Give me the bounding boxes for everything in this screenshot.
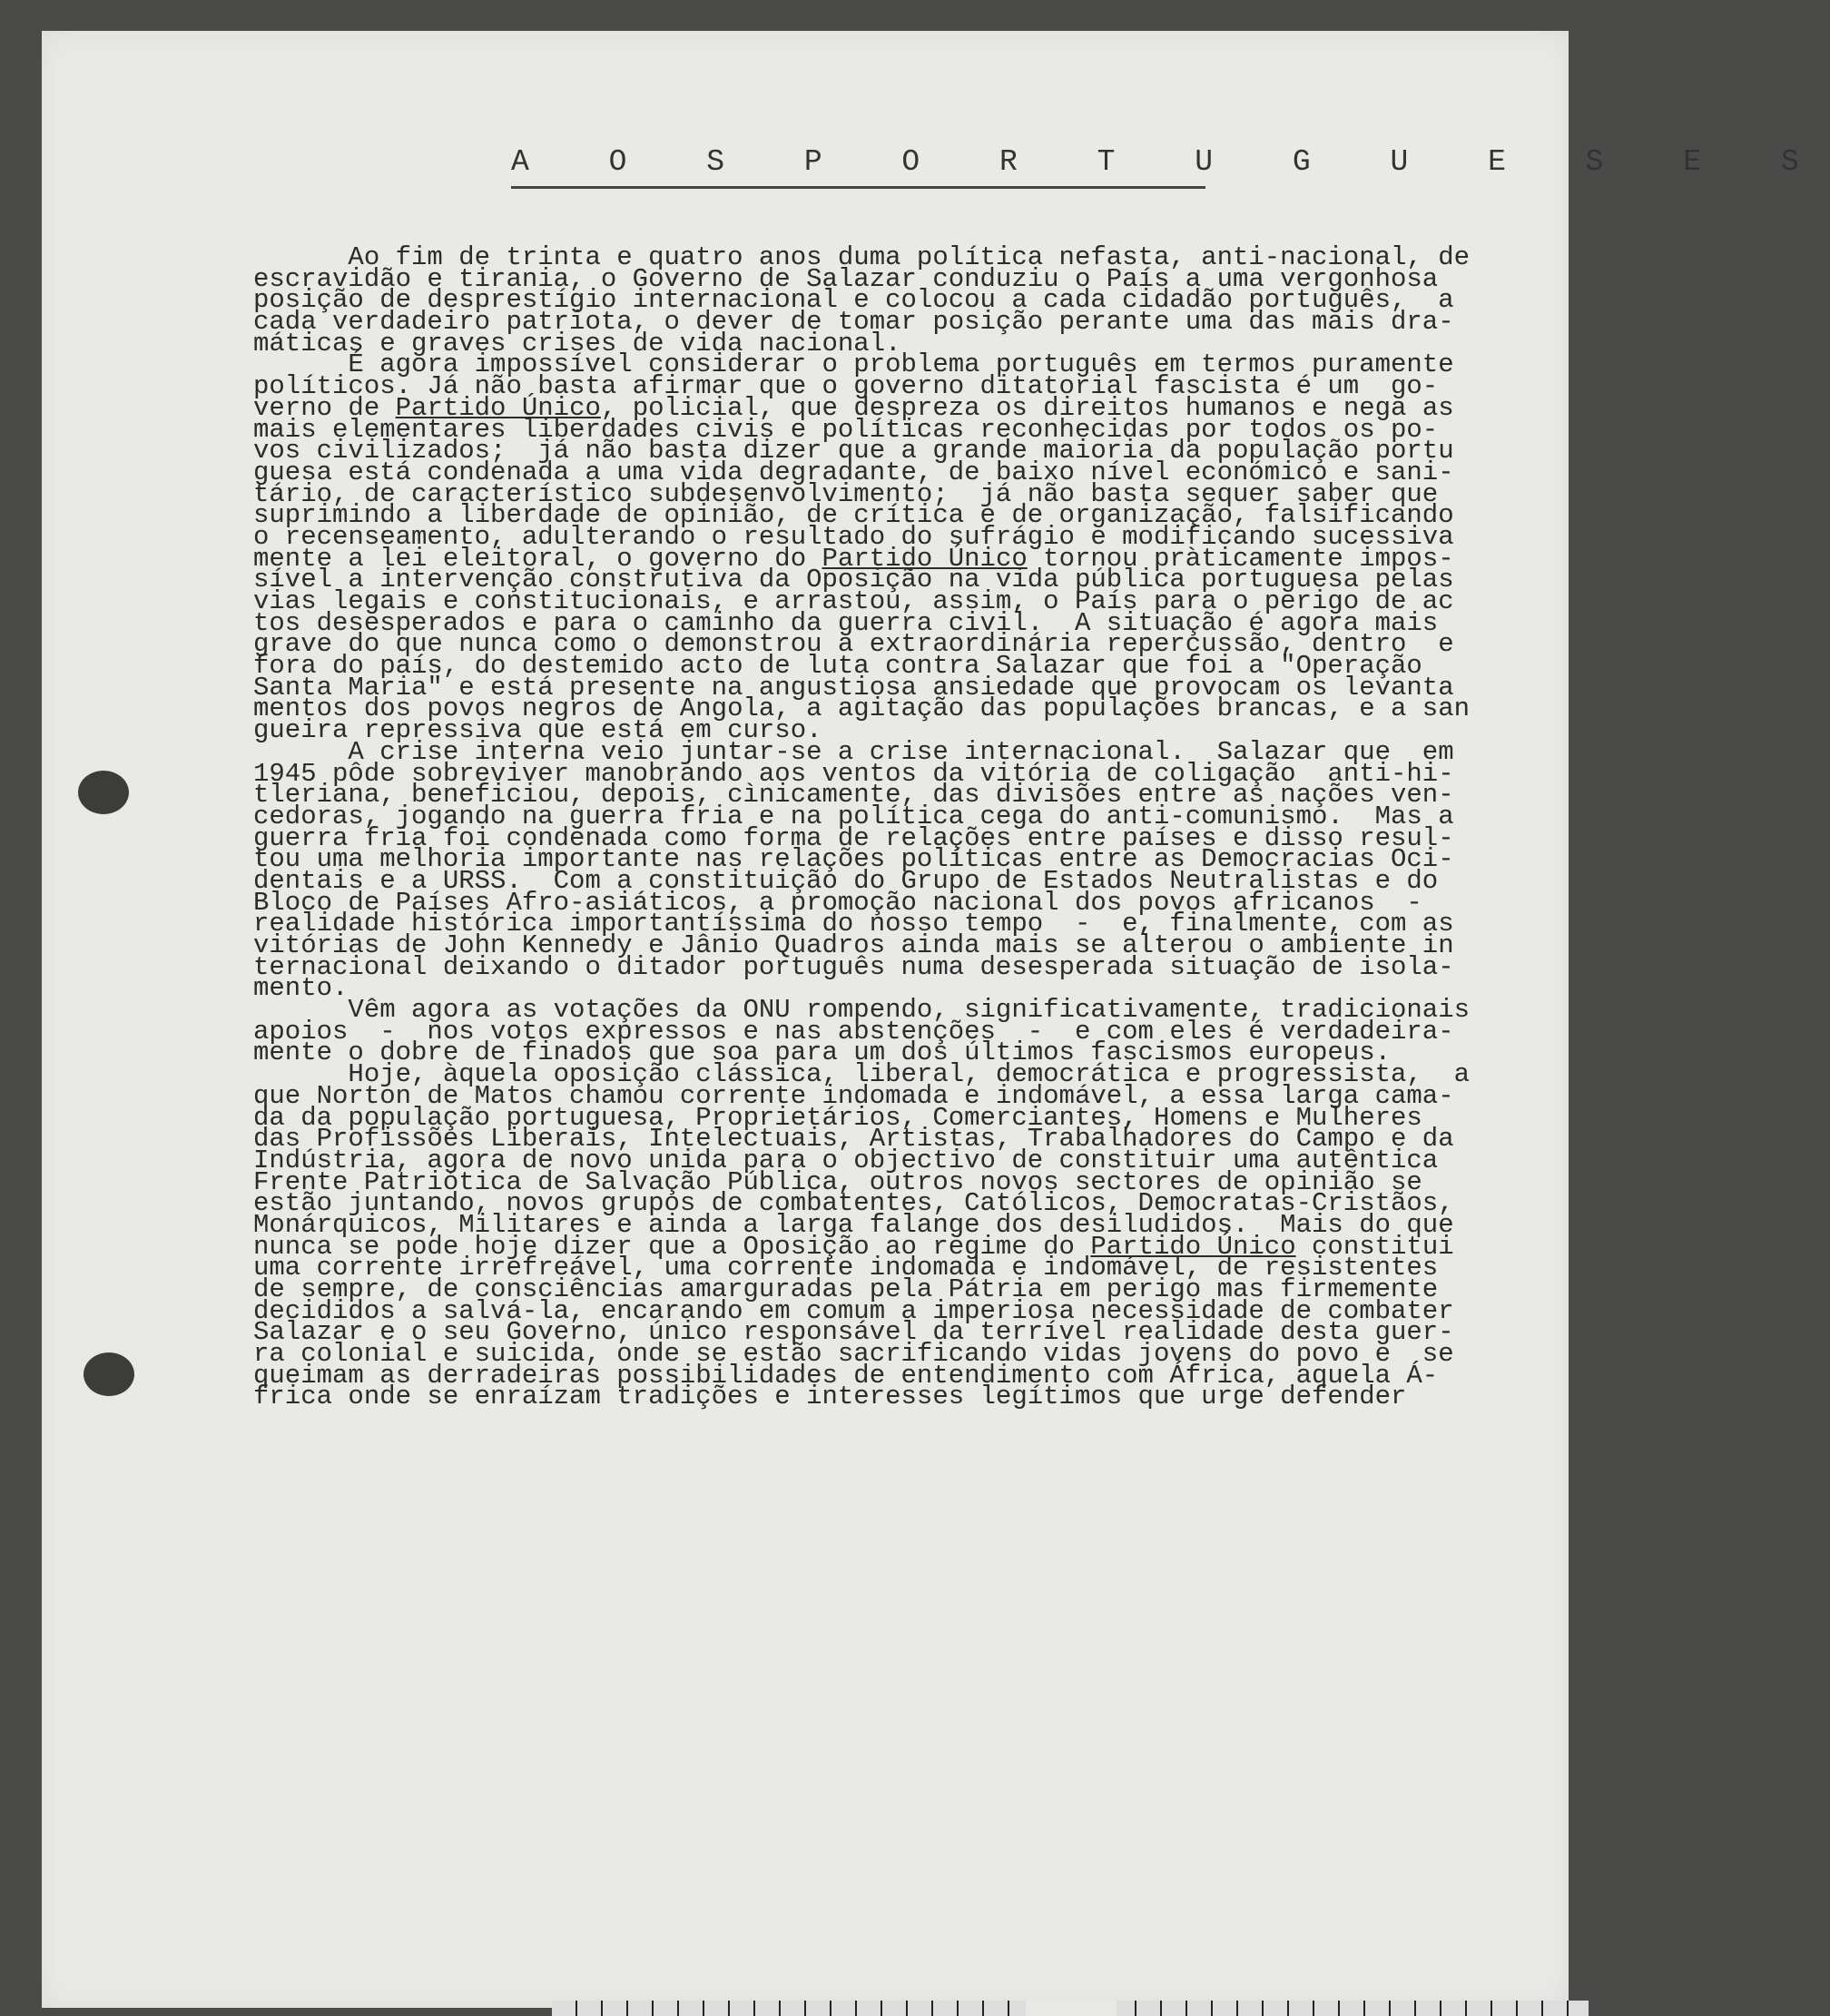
text-line: guerra fria foi condenada como forma de relações entre países e disso resul- bbox=[253, 822, 1454, 853]
underlined-term: Partido Único bbox=[822, 543, 1028, 574]
text-line: escravidão e tirania, o Governo de Salazar conduziu o País a uma vergonhosa bbox=[253, 263, 1439, 294]
text-line: Hoje, àquela oposição clássica, liberal, democrática e progressista, a bbox=[253, 1059, 1471, 1090]
text-line: cedoras, jogando na guerra fria e na política cega do anti-comunismo. Mas a bbox=[253, 801, 1454, 831]
text-line: Indústria, agora de novo unida para o objectivo de constituir uma autêntica bbox=[253, 1145, 1439, 1175]
text-line: dentais e a URSS. Com a constituição do Grupo de Estados Neutralistas e do bbox=[253, 865, 1439, 896]
text-line: que Norton de Matos chamou corrente indomada e indomável, a essa larga cama- bbox=[253, 1080, 1454, 1111]
text-line: tário, de característico subdesenvolvimento; já não basta sequer saber que bbox=[253, 478, 1439, 509]
text-line: vias legais e constitucionais, e arrastou, assim, o País para o perigo de ac bbox=[253, 586, 1454, 616]
text-line: A crise interna veio juntar-se a crise internacional. Salazar que em bbox=[253, 736, 1454, 767]
punch-hole-upper bbox=[78, 771, 129, 814]
text-line: máticas e graves crises de vida nacional. bbox=[253, 328, 901, 359]
text-line: fora do país, do destemido acto de luta contra Salazar que foi a "Operação bbox=[253, 651, 1422, 682]
text-line: 1945 pôde sobreviver manobrando aos ventos da vitória de coligação anti-hi- bbox=[253, 758, 1454, 789]
text-line: nunca se pode hoje dizer que a Oposição ao regime do Partido Único constitui bbox=[253, 1231, 1454, 1262]
text-line: ternacional deixando o ditador português numa desesperada situação de isola- bbox=[253, 951, 1454, 982]
text-line: É agora impossível considerar o problema português em termos puramente bbox=[253, 349, 1454, 380]
text-line: vitórias de John Kennedy e Jânio Quadros ainda mais se alterou o ambiente in bbox=[253, 930, 1454, 960]
text-line: mente o dobre de finados que soa para um dos últimos fascismos europeus. bbox=[253, 1038, 1392, 1068]
text-line: políticos. Já não basta afirmar que o governo ditatorial fascista é um go- bbox=[253, 371, 1439, 402]
text-line: queimam as derradeiras possibilidades de entendimento com África, aquela Á- bbox=[253, 1360, 1439, 1391]
text-line: Santa Maria" e está presente na angustiosa ansiedade que provocam os levanta bbox=[253, 672, 1454, 703]
text-line: Ao fim de trinta e quatro anos duma política nefasta, anti-nacional, de bbox=[253, 242, 1471, 272]
text-line: grave do que nunca como o demonstrou a extraordinária repercussão, dentro e bbox=[253, 629, 1454, 660]
text-line: guesa está condenada a uma vida degradante, de baixo nível económico e sani- bbox=[253, 457, 1454, 487]
text-line: Vêm agora as votações da ONU rompendo, significativamente, tradicionais bbox=[253, 995, 1471, 1026]
text-line: Monárquicos, Militares e ainda a larga falange dos desiludidos. Mais do que bbox=[253, 1209, 1454, 1240]
text-line: mentos dos povos negros de Angola, a agitação das populações brancas, e a san bbox=[253, 693, 1471, 724]
underlined-term: Partido Único bbox=[1090, 1231, 1296, 1262]
underlined-term: Partido Único bbox=[395, 392, 601, 423]
text-line: vos civilizados; já não basta dizer que a grande maioria da população portu bbox=[253, 436, 1454, 467]
document-body bbox=[253, 242, 1479, 1412]
text-line: posição de desprestígio internacional e colocou a cada cidadão português, a bbox=[253, 285, 1454, 316]
text-line: uma corrente irrefreável, uma corrente indomada e indomável, de resistentes bbox=[253, 1253, 1439, 1283]
text-line: tou uma melhoria importante nas relações políticas entre as Democracias Oci- bbox=[253, 844, 1454, 875]
text-line: das Profissões Liberais, Intelectuais, Artistas, Trabalhadores do Campo e da bbox=[253, 1124, 1454, 1155]
text-line: mente a lei eleitoral, o governo do Partido Único tornou pràticamente impos- bbox=[253, 543, 1454, 574]
text-line: verno de Partido Único, policial, que despreza os direitos humanos e nega as bbox=[253, 392, 1454, 423]
text-line: gueira repressiva que está em curso. bbox=[253, 715, 822, 746]
text-line: o recenseamento, adulterando o resultado do sufrágio e modificando sucessiva bbox=[253, 521, 1454, 552]
text-line: realidade histórica importantíssima do nosso tempo - e, finalmente, com as bbox=[253, 909, 1454, 939]
scale-ruler-label bbox=[1026, 2001, 1117, 2016]
text-line: estão juntando, novos grupos de combatentes, Católicos, Democratas-Cristãos, bbox=[253, 1188, 1454, 1219]
text-line: Salazar e o seu Governo, único responsável da terrível realidade desta guer- bbox=[253, 1317, 1454, 1348]
punch-hole-lower bbox=[84, 1352, 134, 1396]
text-line: suprimindo a liberdade de opinião, de crítica e de organização, falsificando bbox=[253, 500, 1454, 531]
text-line: Bloco de Países Afro-asiáticos, a promoção nacional dos povos africanos - bbox=[253, 887, 1422, 918]
text-line: frica onde se enraízam tradições e interesses legítimos que urge defender bbox=[253, 1382, 1407, 1412]
text-line: tleriana, beneficiou, depois, cìnicamente, das divisões entre as nações ven- bbox=[253, 780, 1454, 811]
text-line: Frente Patriótica de Salvação Pública, outros novos sectores de opinião se bbox=[253, 1166, 1422, 1197]
text-line: mento. bbox=[253, 973, 349, 1004]
text-line: mais elementares liberdades civis e políticas reconhecidas por todos os po- bbox=[253, 414, 1439, 445]
text-line: tos desesperados e para o caminho da guerra civil. A situação é agora mais bbox=[253, 607, 1439, 638]
text-line: cada verdadeiro patriota, o dever de tomar posição perante uma das mais dra- bbox=[253, 307, 1454, 338]
text-line: apoios - nos votos expressos e nas abstenções - e com eles é verdadeira- bbox=[253, 1016, 1454, 1047]
text-line: sível a intervenção construtiva da Oposição na vida pública portuguesa pelas bbox=[253, 565, 1454, 595]
text-line: de sempre, de consciências amarguradas pela Pátria em perigo mas firmemente bbox=[253, 1274, 1439, 1304]
text-line: ra colonial e suicida, onde se estão sacrificando vidas jovens do povo e se bbox=[253, 1339, 1454, 1370]
text-line: decididos a salvá-la, encarando em comum a imperiosa necessidade de combater bbox=[253, 1295, 1454, 1326]
document-title: A O S P O R T U G U E S E S bbox=[511, 145, 1205, 189]
text-line: da da população portuguesa, Proprietários, Comerciantes, Homens e Mulheres bbox=[253, 1102, 1422, 1133]
